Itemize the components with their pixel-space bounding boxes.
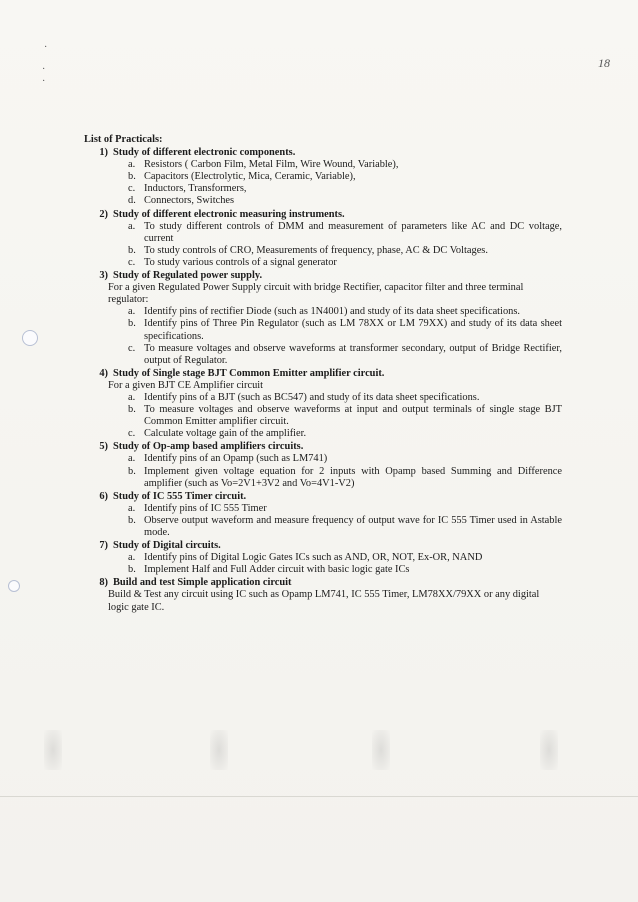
scan-speck: · — [42, 64, 46, 75]
item-letter: a. — [128, 552, 136, 564]
item-text: Calculate voltage gain of the amplifier. — [144, 428, 307, 440]
item-letter: a. — [128, 453, 136, 465]
item-text: Identify pins of an Opamp (such as LM741) — [144, 453, 328, 465]
page-divider — [0, 796, 638, 797]
item-letter: a. — [128, 220, 136, 232]
section-title: Build and test Simple application circuit — [113, 577, 292, 589]
list-item — [84, 453, 562, 465]
list-item — [84, 392, 562, 404]
practical-section — [84, 441, 562, 489]
section-title: Study of different electronic components. — [113, 147, 296, 159]
list-item — [84, 306, 562, 318]
list-item — [84, 159, 562, 171]
list-item — [84, 428, 562, 440]
item-text: Identify pins of IC 555 Timer — [144, 502, 267, 514]
section-title: Study of Regulated power supply. — [113, 270, 263, 282]
item-letter: c. — [128, 256, 136, 268]
section-number: 1) — [99, 147, 108, 159]
item-text: Identify pins of a BJT (such as BC547) and study of its data sheet specifications. — [144, 391, 480, 403]
item-letter: c. — [128, 342, 136, 354]
section-intro: For a given BJT CE Amplifier circuit — [108, 379, 264, 391]
practical-section — [84, 577, 562, 613]
section-title-row — [84, 147, 562, 159]
practical-section — [84, 491, 562, 539]
punch-hole-mark — [22, 330, 38, 346]
list-item — [84, 466, 562, 490]
section-title: Study of different electronic measuring instruments. — [113, 208, 345, 220]
item-letter: b. — [128, 244, 136, 256]
section-number: 2) — [99, 208, 108, 220]
section-number: 5) — [99, 441, 108, 453]
item-text: To measure voltages and observe waveforms at input and output terminals of single stage BJT Common Emitter amplifier circuit. — [144, 404, 562, 428]
section-title-row — [84, 577, 562, 589]
punch-hole-mark — [8, 580, 20, 592]
section-title-row — [84, 540, 562, 552]
item-letter: a. — [128, 306, 136, 318]
list-heading: List of Practicals: — [84, 134, 163, 145]
list-item — [84, 183, 562, 195]
practical-section — [84, 147, 562, 207]
list-item — [84, 245, 562, 257]
page-number: 18 — [598, 56, 610, 70]
scan-smudge — [210, 730, 228, 770]
section-title-row — [84, 368, 562, 380]
sub-item-list — [84, 552, 562, 576]
sub-item-list — [84, 221, 562, 269]
sub-item-list — [84, 503, 562, 539]
practicals-list — [84, 134, 562, 614]
section-number: 6) — [99, 490, 108, 502]
list-item — [84, 515, 562, 539]
item-letter: a. — [128, 502, 136, 514]
item-letter: c. — [128, 183, 136, 195]
item-letter: a. — [128, 159, 136, 171]
sub-item-list — [84, 392, 562, 440]
list-item — [84, 221, 562, 245]
item-letter: b. — [128, 514, 136, 526]
item-text: Implement Half and Full Adder circuit with basic logic gate ICs — [144, 564, 410, 576]
list-item — [84, 318, 562, 342]
item-text: Capacitors (Electrolytic, Mica, Ceramic, Variable), — [144, 171, 356, 183]
item-letter: c. — [128, 428, 136, 440]
item-text: Resistors ( Carbon Film, Metal Film, Wire Wound, Variable), — [144, 159, 399, 171]
item-text: To study different controls of DMM and measurement of parameters like AC and DC voltage, current — [144, 220, 562, 244]
sub-item-list — [84, 306, 562, 366]
item-letter: b. — [128, 404, 136, 416]
list-item — [84, 404, 562, 428]
scan-speck: · — [42, 76, 46, 87]
scan-smudge — [372, 730, 390, 770]
section-title: Study of Single stage BJT Common Emitter amplifier circuit. — [113, 367, 385, 379]
section-number: 8) — [99, 577, 108, 589]
section-intro: Build & Test any circuit using IC such as Opamp LM741, IC 555 Timer, LM78XX/79XX or any digital logic gate IC. — [108, 589, 540, 613]
section-title-row — [84, 270, 562, 282]
section-title-row — [84, 491, 562, 503]
item-letter: b. — [128, 318, 136, 330]
list-item — [84, 171, 562, 183]
scan-speck: · — [44, 42, 48, 53]
item-text: Implement given voltage equation for 2 inputs with Opamp based Summing and Difference amplifier (such as Vo=2V1+3V2 and Vo=4V1-V2) — [144, 465, 562, 489]
section-number: 3) — [99, 270, 108, 282]
item-text: Identify pins of rectifier Diode (such as 1N4001) and study of its data sheet specifications. — [144, 306, 520, 318]
practical-section — [84, 270, 562, 367]
item-text: Connectors, Switches — [144, 195, 235, 207]
practical-section — [84, 540, 562, 576]
section-number: 7) — [99, 540, 108, 552]
item-text: Inductors, Transformers, — [144, 183, 247, 195]
list-item — [84, 343, 562, 367]
scan-smudge — [44, 730, 62, 770]
practical-section — [84, 368, 562, 441]
section-title: Study of IC 555 Timer circuit. — [113, 490, 247, 502]
section-title-row — [84, 209, 562, 221]
list-item — [84, 195, 562, 207]
sub-item-list — [84, 453, 562, 489]
practical-section — [84, 209, 562, 269]
item-text: Observe output waveform and measure frequency of output wave for IC 555 Timer used in Astable mode. — [144, 514, 562, 538]
section-intro: For a given Regulated Power Supply circuit with bridge Rectifier, capacitor filter and three terminal regulator: — [108, 282, 524, 306]
item-letter: d. — [128, 195, 136, 207]
section-number: 4) — [99, 367, 108, 379]
sections-container — [84, 147, 562, 614]
sub-item-list — [84, 159, 562, 207]
list-item — [84, 503, 562, 515]
item-text: To measure voltages and observe waveforms at transformer secondary, output of Bridge Rectifier, output of Regulator. — [144, 342, 562, 366]
list-item — [84, 257, 562, 269]
section-title: Study of Op-amp based amplifiers circuits. — [113, 441, 304, 453]
list-item — [84, 564, 562, 576]
section-title: Study of Digital circuits. — [113, 540, 221, 552]
item-text: Identify pins of Three Pin Regulator (such as LM 78XX or LM 79XX) and study of its data sheet specifications. — [144, 318, 562, 342]
item-text: To study various controls of a signal generator — [144, 256, 337, 268]
item-letter: b. — [128, 171, 136, 183]
list-item — [84, 552, 562, 564]
item-text: To study controls of CRO, Measurements of frequency, phase, AC & DC Voltages. — [144, 244, 488, 256]
item-text: Identify pins of Digital Logic Gates ICs such as AND, OR, NOT, Ex-OR, NAND — [144, 552, 483, 564]
section-title-row — [84, 441, 562, 453]
item-letter: b. — [128, 465, 136, 477]
item-letter: b. — [128, 564, 136, 576]
scan-smudge — [540, 730, 558, 770]
item-letter: a. — [128, 391, 136, 403]
